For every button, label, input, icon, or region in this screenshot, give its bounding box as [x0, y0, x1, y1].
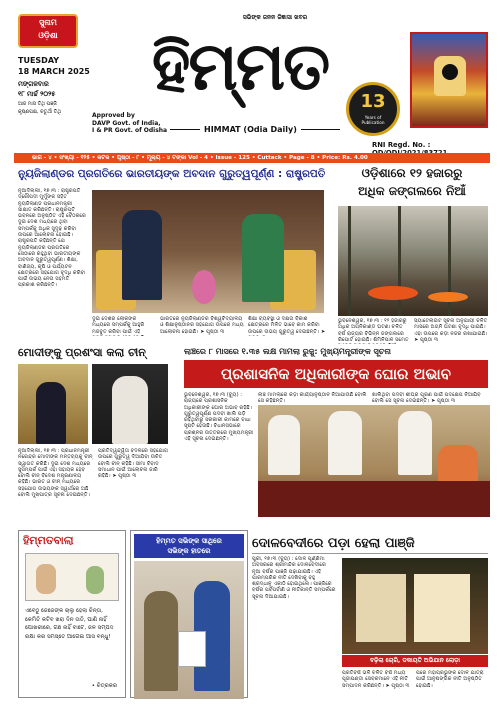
- tree-trunk-1: [348, 206, 351, 316]
- masthead-title: ହିମ୍ମତ: [151, 27, 329, 105]
- panji-line2: କୃଷ୍ଣପକ୍ଷ, ଚତୁର୍ଥୀ ତିଥି: [18, 109, 61, 115]
- story1-col1: ନୂଆଦିଲ୍ଲୀ, ୧୭।୩ : ରାଷ୍ଟ୍ରପତି ଦ୍ରୌପଦୀ ମୁର୍ମୁଙ୍କ ସହିତ ନ୍ୟୁଜିଲାଣ୍ଡ ପ୍ରଧାନମନ୍ତ୍ରୀ ସାକ୍ଷାତ କରିଛନ୍ତି। ରାଷ୍ଟ୍ରପତି ଭବନରେ ଅନୁଷ୍ଠିତ ଏହି ବୈଠକରେ ଦୁଇ ଦେଶ ମଧ୍ୟରେ ଥିବା ସମ୍ପର୍କକୁ ଅଧିକ ସୁଦୃଢ଼ କରିବା ଉପରେ ଆଲୋଚନା ହୋଇଛି। ରାଷ୍ଟ୍ରପତି କହିଛନ୍ତି ଯେ ନ୍ୟୁଜିଲାଣ୍ଡର ପ୍ରଗତିରେ ସେଠାରେ ରହୁଥିବା ଭାରତୀୟଙ୍କ ଅବଦାନ ଗୁରୁତ୍ୱପୂର୍ଣ୍ଣ। ଶିକ୍ଷା, ବାଣିଜ୍ୟ, କୃଷି ଓ ପର୍ଯ୍ୟଟନ କ୍ଷେତ୍ରରେ ସହଯୋଗ ବୃଦ୍ଧି କରିବା ପାଇଁ ଉଭୟ ନେତା ସହମତି ପ୍ରକାଶ କରିଛନ୍ତି।: [18, 188, 86, 289]
- story4-headline-band: [184, 360, 488, 388]
- info-bar: [14, 153, 490, 163]
- promo-person-1: [144, 591, 178, 691]
- issue-date-odia: ୧୮ ମାର୍ଚ୍ଚ ୨୦୨୫: [18, 90, 56, 98]
- story2-forest-fire-photo: [338, 206, 488, 316]
- panji-book-2: [414, 574, 470, 642]
- story3-col2: ପ୍ରତିଦ୍ୱନ୍ଦ୍ୱିତା ବଦଳରେ ସହଯୋଗ ଉପରେ ଗୁରୁତ୍ୱ ଦିଆଯିବା ଉଚିତ ବୋଲି ଚୀନ୍ କହିଛି। ସୀମା ବିବାଦ ସମାଧାନ ପାଇଁ ଆଲୋଚନା ଜାରି ରହିଛି। ➤ ପୃଷ୍ଠା ୩: [98, 448, 168, 480]
- story2-col2: ସ୍ୟାଟେଲାଇଟ ସୂଚନା ଅନୁଯାୟୀ ଚଳିତ ମାସରେ ଅଗ୍ନି ଘଟଣା ବୃଦ୍ଧି ପାଇଛି। ଏହା ଉପରେ କଡ଼ା ନଜର ରଖାଯାଇଛି। ➤ ପୃଷ୍ଠା ୩: [414, 318, 488, 343]
- panji-book-1: [356, 574, 406, 642]
- promo-box: [130, 530, 248, 698]
- story2-headline-line1: ଓଡ଼ିଶାରେ ୧୨ ହଜାରରୁ: [361, 166, 463, 180]
- story4-kicker: ଲାଞ୍ଚରେ ୮ ମାସରେ ୧.୩୫ ଲକ୍ଷ ମାମଲା ରୁଜୁ: ମୁଖ୍ୟମନ୍ତ୍ରୀଙ୍କ ସୂଚନା: [184, 347, 391, 356]
- region-badge-line2: ଓଡ଼ିଶା: [38, 31, 58, 40]
- cartoon-title: ହିମ୍ମତବାଲା: [23, 534, 74, 547]
- story3-col1: ନୂଆଦିଲ୍ଲୀ, ୧୭।୩ : ପ୍ରଧାନମନ୍ତ୍ରୀ ନରେନ୍ଦ୍ର ମୋଦୀଙ୍କ ମନ୍ତବ୍ୟକୁ ଚୀନ୍ ସ୍ୱାଗତ କରିଛି। ଦୁଇ ଦେଶ ମଧ୍ୟରେ ସୁସମ୍ପର୍କ ପାଇଁ ଏହା ସହାୟକ ହେବ ବୋଲି ଚୀନ୍ ବିଦେଶ ମନ୍ତ୍ରଣାଳୟ କହିଛି। ଭାରତ ଓ ଚୀନ୍ ମଧ୍ୟରେ ସହଯୋଗ ଉଭୟଙ୍କ ସ୍ୱାର୍ଥରେ ଅଛି ବୋଲି ମୁଖପାତ୍ର ସୂଚନା ଦେଇଛନ୍ତି।: [18, 448, 93, 499]
- masthead-subtitle-band: [170, 124, 340, 135]
- cartoon-verse: ଏବେଠୁ ଜେଜେଙ୍କ ଚାଲୁ ହେଲା ଚିନ୍ତା, କେମିତି କଟିବ ଖରା ଦିନ ତାତି, ପାଣି ନାହିଁ ପୋଖରୀରେ, ଗଛ ନାହିଁ ବାଟେ, ଜଳ ସମ୍ପଦ ରକ୍ଷା କର ସମସ୍ତେ ଆଗେଇ ଆସ ବନ୍ଧୁ!: [25, 608, 114, 640]
- promo-banner: [134, 534, 244, 558]
- rni-number: RNI Regd. No. :: [372, 141, 431, 149]
- info-bar-text: ଭାଗ - ୪ • ସଂଖ୍ୟା - ୧୨୫ • କଟକ • ପୃଷ୍ଠା - ୮ • ମୂଲ୍ୟ - ୪ ଟଙ୍କା Vol - 4 • Issue - 125 • Cuttack • Page - 8 • Price: Rs. 4.00: [32, 155, 368, 161]
- region-badge-line1: ସୁନାମ: [39, 18, 57, 27]
- story4-headline: ପ୍ରଶାସନିକ ଅଧିକାରୀଙ୍କ ଘୋର ଅଭାବ: [221, 365, 451, 383]
- figure-woman: [242, 214, 284, 302]
- story5-headline: ଦୋଳବେଦୀରେ ପଡ଼ା ହେଲା ପାଞ୍ଜି: [252, 536, 488, 554]
- cartoon-figure-2: [86, 566, 104, 594]
- promo-newspaper: [178, 631, 206, 667]
- story3-headline: ମୋଦୀଙ୍କୁ ପ୍ରଶଂସା କଲା ଚୀନ୍: [18, 346, 146, 359]
- years-seal-text: Years of Publication: [361, 115, 385, 125]
- approval-line1: Approved by: [92, 112, 135, 119]
- approval-line2: DAVP Govt. of India,: [92, 119, 161, 127]
- desk: [258, 481, 490, 517]
- story5-ad-text: ବଢ଼ିଲା ଚୋରି, ଡକାୟତି ଅଭିଯାନ ଲୋଡ଼ା: [370, 657, 460, 664]
- story1-photo: [92, 190, 324, 313]
- story5-ad-strip: [342, 655, 488, 667]
- figure-left: [36, 382, 66, 444]
- story5-col1: ପୁରୀ, ୧୭।୩ (ବ୍ୟୁ) : ଦୋଳ ପୂର୍ଣ୍ଣିମା ଅବସରରେ ଶ୍ରୀମନ୍ଦିର ଦୋଳବେଦୀରେ ନୂଆ ବର୍ଷର ପାଞ୍ଜି ପଢ଼ାଯାଇଛି। ଏହି ପାରମ୍ପରିକ ନୀତି ଦେଖିବାକୁ ବହୁ ଶ୍ରଦ୍ଧାଳୁ ଏକାଠି ହୋଇଥିଲେ। ପାଞ୍ଜିରେ ବର୍ଷର ପର୍ବପର୍ବାଣି ଓ ନୀତିକାନ୍ତି ସମ୍ପର୍କରେ ସୂଚନା ଦିଆଯାଇଛି।: [252, 556, 336, 600]
- promo-line1: ହିମ୍ମତ ସଭିଙ୍କ ସାଥିରେ: [156, 537, 222, 545]
- story4-col1: ଭୁବନେଶ୍ୱର, ୧୭।୩ (ବ୍ୟୁ) : ରାଜ୍ୟରେ ପ୍ରଶାସନିକ ଅଧିକାରୀଙ୍କ ଘୋର ଅଭାବ ରହିଛି। ଗୁରୁତ୍ୱପୂର୍ଣ୍ଣ ପଦବୀ ଖାଲି ପଡ଼ି ରହିଥିବାରୁ ସରକାରୀ କାମରେ ବାଧା ସୃଷ୍ଟି ହେଉଛି। ବିଧାନସଭାରେ ପ୍ରଶ୍ନର ଉତ୍ତରରେ ମୁଖ୍ୟମନ୍ତ୍ରୀ ଏହି ସୂଚନା ଦେଇଛନ୍ତି।: [184, 392, 254, 443]
- figure-man: [122, 210, 162, 300]
- story2-col1: ଭୁବନେଶ୍ୱର, ୧୭।୩ : ୧୨ ହଜାରରୁ ଅଧିକ ଅଗ୍ନିକାଣ୍ଡ ଘଟଣା ଚଳିତ ବର୍ଷ ରାଜ୍ୟର ବିଭିନ୍ନ ଜଙ୍ଗଲରେ ରିପୋର୍ଟ ହୋଇଛି। ଶିମିଳିପାଳ ସମେତ: [338, 318, 409, 343]
- story3-photo-left: [18, 364, 88, 444]
- cartoon-byline: • ଚିତ୍ରକର: [91, 683, 117, 689]
- promo-photo: [134, 561, 244, 699]
- story4-photo: [258, 405, 490, 517]
- figure-right: [112, 376, 148, 444]
- fire-flames-2: [428, 292, 468, 302]
- temple-deity-image: [410, 32, 488, 128]
- approval-text: [92, 112, 182, 135]
- official-3: [398, 411, 432, 475]
- story1-col4: ଶିକ୍ଷା ବ୍ୟବସ୍ଥା ଓ ଦକ୍ଷତା ବିକାଶ କ୍ଷେତ୍ରରେ ମିଳିତ ଭାବେ କାମ କରିବା ଉପରେ ଉଭୟ ଗୁରୁତ୍ୱ ଦେଇଛନ୍ତି। ➤: [248, 316, 326, 335]
- story5-col2: ପ୍ରତିବର୍ଷ ଭଳି ଚଳିତ ବର୍ଷ ମଧ୍ୟ ପୂଜାପଣ୍ଡା ସେବକମାନେ ଏହି ନୀତି ସମ୍ପାଦନ କରିଛନ୍ତି। ➤ ପୃଷ୍ଠା ୩: [342, 670, 410, 689]
- issue-date: 18 MARCH 2025: [18, 67, 90, 76]
- cartoon-figure-1: [36, 564, 56, 594]
- deity-face: [442, 64, 458, 80]
- promo-line2: ସଭିଙ୍କ ହାତରେ: [167, 547, 211, 555]
- issue-day: TUESDAY: [18, 56, 60, 65]
- story2-headline-line2: ଅଧିକ ଜଙ୍ଗଲରେ ନିଆଁ: [358, 184, 466, 198]
- story1-col3: ଭାରତରେ ନ୍ୟୁଜିଲାଣ୍ଡର ବିଶ୍ୱବିଦ୍ୟାଳୟ ଓ ଶିକ୍ଷାନୁଷ୍ଠାନର ସହଯୋଗ ଉପରେ ମଧ୍ୟ ଆଲୋଚନା ହୋଇଛି। ➤ ପୃଷ୍ଠା ୩: [160, 316, 244, 335]
- story5-col3: ପରେ ମହାପ୍ରଭୁଙ୍କ ଦୋଳ ଯାତ୍ରା ପାଇଁ ଆନୁଷଙ୍ଗିକ ନୀତି ଅନୁଷ୍ଠିତ ହୋଇଛି।: [416, 670, 484, 689]
- story1-col2: ଦୁଇ ଦେଶର ଲୋକଙ୍କ ମଧ୍ୟରେ ସମ୍ପର୍କକୁ ଆହୁରି ମଜବୁତ କରିବା ପାଇଁ ଏହି: [92, 316, 145, 335]
- approval-line3: I & PR Govt. of Odisha: [92, 127, 168, 134]
- years-seal-number: 13: [360, 91, 386, 112]
- story5-panji-photo: [342, 558, 488, 654]
- masthead-subtitle: HIMMAT (Odia Daily): [200, 124, 301, 135]
- official-2: [328, 411, 362, 475]
- cartoon-box: [18, 530, 126, 698]
- years-seal: [346, 82, 400, 136]
- story4-col3: ଖାଲିଥିବା ପଦବୀ ଶୀଘ୍ର ପୂରଣ ପାଇଁ ପଦକ୍ଷେପ ନିଆଯିବ ବୋଲି ସେ ସୂଚନା ଦେଇଛନ୍ତି। ➤ ପୃଷ୍ଠା ୩: [372, 392, 481, 404]
- official-1: [268, 415, 300, 475]
- story3-photo-right: [92, 364, 168, 444]
- story4-col2: ଲାଞ୍ଚ ମାମଲାରେ କଡ଼ା କାର୍ଯ୍ୟାନୁଷ୍ଠାନ ନିଆଯାଉଛି ବୋଲି ସେ କହିଛନ୍ତି।: [258, 392, 367, 404]
- flower-arrangement: [192, 270, 216, 304]
- masthead-tagline: ସଭିଙ୍କ ଜନନ ଜିଜ୍ଞାସା ଖବର: [242, 14, 308, 21]
- fire-flames-1: [368, 286, 418, 300]
- cartoon-illustration: [25, 553, 119, 601]
- panji-line1: ଆଜ ମାସ ତିଥି ପଞ୍ଜି: [18, 101, 57, 107]
- story1-headline: ନ୍ୟୁଜିଲାଣ୍ଡର ପ୍ରଗତିରେ ଭାରତୀୟଙ୍କ ଅବଦାନ ଗୁରୁତ୍ୱପୂର୍ଣ୍ଣ : ରାଷ୍ଟ୍ରପତି: [18, 168, 326, 180]
- region-badge: [18, 14, 78, 48]
- issue-day-odia: ମଙ୍ଗଳବାର: [18, 80, 49, 88]
